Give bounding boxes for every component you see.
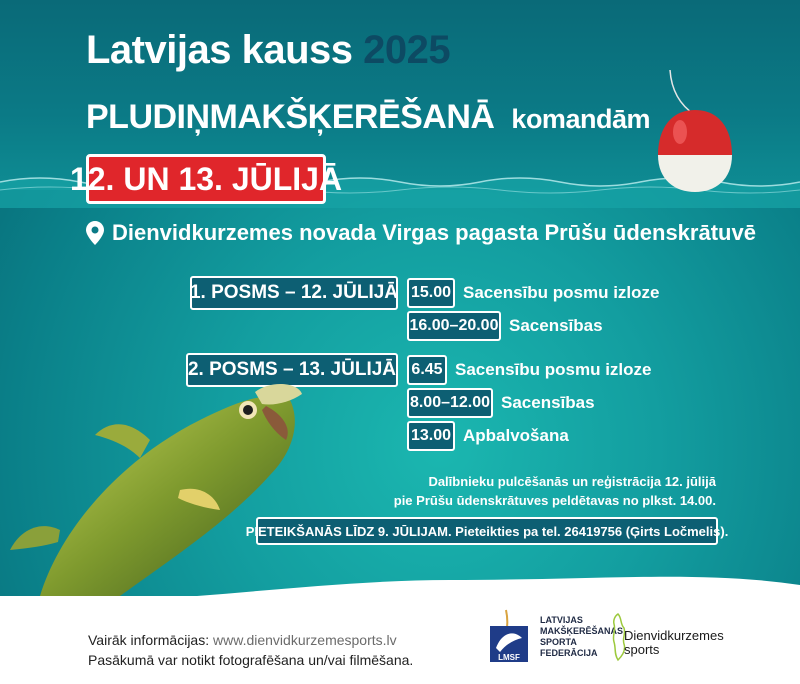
title-suffix: komandām bbox=[511, 104, 650, 134]
stage-1-label: 1. POSMS – 12. JŪLIJĀ bbox=[190, 276, 398, 310]
more-info-label: Vairāk informācijas: bbox=[88, 632, 210, 648]
lmsf-line-2: MAKŠĶERĒŠANAS bbox=[540, 626, 624, 636]
title-line-1 bbox=[86, 28, 450, 73]
more-info-url[interactable]: www.dienvidkurzemesports.lv bbox=[213, 632, 397, 648]
stage-2-time-1: 6.45 bbox=[407, 355, 447, 385]
lmsf-line-1: LATVIJAS bbox=[540, 615, 583, 625]
gathering-note-line-2: pie Prūšu ūdenskrātuves peldētavas no plkst. 14.00. bbox=[393, 493, 716, 508]
stage-2-activity-2: Sacensības bbox=[501, 393, 595, 412]
application-box: PIETEIKŠANĀS LĪDZ 9. JŪLIJAM. Pieteikties pa tel. 26419756 (Ģirts Ločmelis). bbox=[256, 517, 718, 545]
dienvidkurzemes-sports-logo bbox=[624, 629, 724, 657]
stage-1-activity-2: Sacensības bbox=[509, 316, 603, 335]
title-discipline: PLUDIŅMAKŠĶERĒŠANĀ bbox=[86, 98, 495, 136]
stage-2-time-2: 8.00–12.00 bbox=[407, 388, 493, 418]
location-text: Dienvidkurzemes novada Virgas pagasta Prūšu ūdenskrātuvē bbox=[112, 220, 756, 245]
stage-1-time-2: 16.00–20.00 bbox=[407, 311, 501, 341]
lmsf-abbr: LMSF bbox=[498, 653, 520, 662]
stage-2-time-3: 13.00 bbox=[407, 421, 455, 451]
lmsf-line-3: SPORTA bbox=[540, 637, 577, 647]
lmsf-logo-icon bbox=[488, 608, 530, 664]
title-prefix: Latvijas kauss bbox=[86, 28, 353, 72]
filming-notice: Pasākumā var notikt fotografēšana un/vai filmēšana. bbox=[88, 652, 414, 668]
location bbox=[86, 220, 756, 246]
wave-divider bbox=[0, 560, 800, 596]
fishing-float-icon bbox=[650, 70, 740, 195]
dks-line-1: Dienvidkurzemes bbox=[624, 628, 724, 643]
stage-2-activity-3: Apbalvošana bbox=[463, 426, 569, 445]
stage-1-activity-1: Sacensību posmu izloze bbox=[463, 283, 660, 302]
stage-1-time-1: 15.00 bbox=[407, 278, 455, 308]
title-year: 2025 bbox=[363, 28, 451, 72]
stage-2-label: 2. POSMS – 13. JŪLIJĀ bbox=[186, 353, 398, 387]
lmsf-line-4: FEDERĀCIJA bbox=[540, 648, 598, 658]
map-pin-icon bbox=[86, 221, 104, 245]
gathering-note-line-1: Dalībnieku pulcēšanās un reģistrācija 12. jūlijā bbox=[428, 474, 716, 489]
more-info bbox=[88, 632, 397, 648]
title-line-2 bbox=[86, 98, 650, 137]
stage-2-activity-1: Sacensību posmu izloze bbox=[455, 360, 652, 379]
dks-line-2: sports bbox=[624, 642, 660, 657]
date-banner: 12. UN 13. JŪLIJĀ bbox=[86, 154, 326, 204]
